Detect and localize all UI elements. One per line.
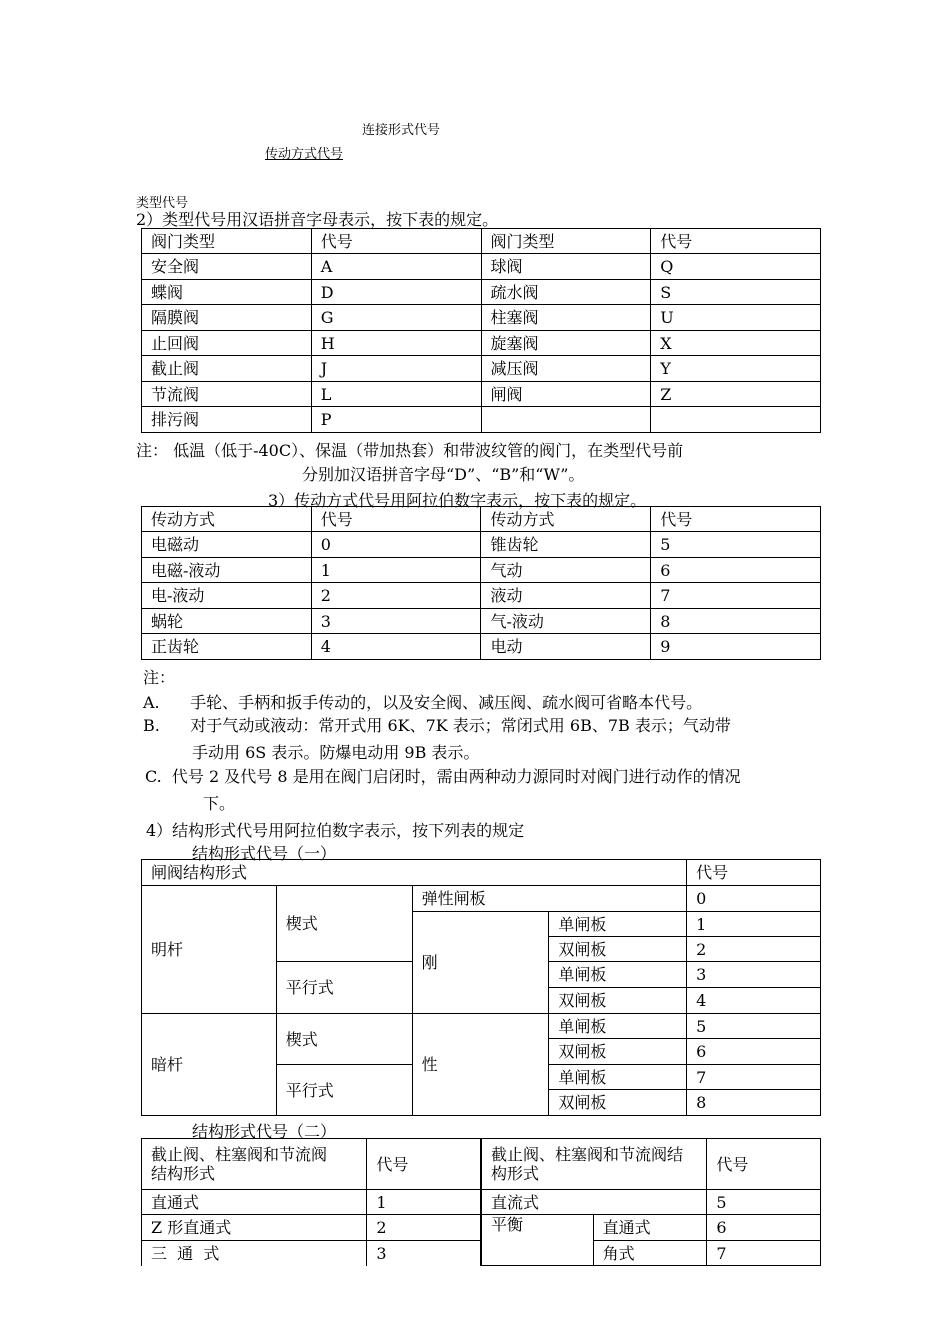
cell: 6 xyxy=(651,558,821,583)
cell: 2 xyxy=(367,1215,481,1241)
cell: 8 xyxy=(687,1090,821,1116)
table-row xyxy=(142,254,821,280)
section3-note-c2: 下。 xyxy=(203,794,236,813)
cell: 安全阀 xyxy=(142,254,312,280)
transmission-table xyxy=(141,506,821,660)
table-header-row xyxy=(482,1139,821,1190)
table-row xyxy=(142,382,821,407)
cell: 7 xyxy=(687,1065,821,1090)
header-cell xyxy=(482,1139,707,1190)
cell: H xyxy=(311,331,481,356)
cell: 3 xyxy=(367,1241,481,1266)
balance-cell: 平衡 xyxy=(482,1215,594,1266)
cell: 2 xyxy=(687,937,821,962)
cell: J xyxy=(311,356,481,382)
cell: 蝶阀 xyxy=(142,280,312,305)
table-row xyxy=(142,1190,481,1215)
cell: P xyxy=(311,407,481,433)
table-row xyxy=(142,1014,821,1039)
cell: 节流阀 xyxy=(142,382,312,407)
cell: A xyxy=(311,254,481,280)
table-row xyxy=(142,1241,481,1266)
table-row xyxy=(142,532,821,558)
table-row xyxy=(142,331,821,356)
cell: 1 xyxy=(687,912,821,937)
cell: 直流式 xyxy=(482,1190,707,1215)
cell: 1 xyxy=(311,558,481,583)
cell: 0 xyxy=(311,532,481,558)
table-row xyxy=(142,305,821,331)
cell: Z xyxy=(651,382,821,407)
elastic-cell: 弹性闸板 xyxy=(412,886,687,912)
table-row xyxy=(142,886,821,912)
cell: 蜗轮 xyxy=(142,609,312,634)
header-line: 截止阀、柱塞阀和节流阀结 xyxy=(491,1145,684,1164)
cell: 3 xyxy=(687,962,821,988)
section4-heading: 4）结构形式代号用阿拉伯数字表示，按下列表的规定 xyxy=(146,821,525,840)
cell: 电-液动 xyxy=(142,583,312,609)
cell: 双闸板 xyxy=(549,937,687,962)
cell: 5 xyxy=(707,1190,821,1215)
wedge-cell: 楔式 xyxy=(276,886,412,962)
cell: 8 xyxy=(651,609,821,634)
table-row xyxy=(142,609,821,634)
section2-note-line2: 分别加汉语拼音字母“D”、“B”和“W”。 xyxy=(302,465,585,484)
cell: 1 xyxy=(367,1190,481,1215)
section3-note-b1: B. 对于气动或液动：常开式用 6K、7K 表示；常闭式用 6B、7B 表示；气动带 xyxy=(143,716,731,735)
header-cell: 传动方式 xyxy=(481,507,651,532)
cell: 锥齿轮 xyxy=(481,532,651,558)
table-row xyxy=(142,634,821,660)
header-line: 构形式 xyxy=(491,1164,540,1183)
table-header-row xyxy=(142,507,821,532)
cell: Y xyxy=(651,356,821,382)
table-row xyxy=(482,1190,821,1215)
cell xyxy=(481,407,651,433)
cell: 9 xyxy=(651,634,821,660)
cell: 减压阀 xyxy=(481,356,651,382)
cell: 排污阀 xyxy=(142,407,312,433)
globe-valve-structure-table-right xyxy=(481,1138,821,1266)
rigid-cell-2: 性 xyxy=(412,1014,549,1116)
table-header-row xyxy=(142,1139,481,1190)
cell: 气-液动 xyxy=(481,609,651,634)
section3-heading: 3）传动方式代号用阿拉伯数字表示，按下表的规定。 xyxy=(268,491,647,510)
rigid-cell-1: 刚 xyxy=(412,912,549,1014)
cell: S xyxy=(651,280,821,305)
cell: 0 xyxy=(687,886,821,912)
header-cell: 代号 xyxy=(311,507,481,532)
header-cell: 代号 xyxy=(651,507,821,532)
cell: 7 xyxy=(707,1241,821,1266)
cell: 直通式 xyxy=(593,1215,707,1241)
table2-title: 结构形式代号（二） xyxy=(192,1122,337,1141)
cell: 双闸板 xyxy=(549,1090,687,1116)
gate-valve-structure-table xyxy=(141,859,821,1116)
cell: 5 xyxy=(687,1014,821,1039)
valve-type-table xyxy=(141,228,821,433)
type-code-label: 类型代号 xyxy=(136,196,189,211)
wedge-cell: 楔式 xyxy=(276,1014,412,1065)
angan-cell: 暗杆 xyxy=(142,1014,277,1116)
cell: 闸阀 xyxy=(481,382,651,407)
section2-heading: 2）类型代号用汉语拼音字母表示，按下表的规定。 xyxy=(136,210,499,229)
cell: 3 xyxy=(311,609,481,634)
parallel-cell: 平行式 xyxy=(276,1065,412,1116)
header-cell: 闸阀结构形式 xyxy=(142,860,687,886)
table-row xyxy=(142,407,821,433)
cell: 6 xyxy=(707,1215,821,1241)
cell: 2 xyxy=(311,583,481,609)
cell: G xyxy=(311,305,481,331)
cell: 7 xyxy=(651,583,821,609)
table-row xyxy=(482,1215,821,1241)
header-cell: 代号 xyxy=(687,860,821,886)
cell: 柱塞阀 xyxy=(481,305,651,331)
cell: 隔膜阀 xyxy=(142,305,312,331)
cell: 气动 xyxy=(481,558,651,583)
header-cell: 代号 xyxy=(311,229,481,254)
cell: 4 xyxy=(311,634,481,660)
header-line: 截止阀、柱塞阀和节流阀 xyxy=(151,1145,328,1164)
cell: Q xyxy=(651,254,821,280)
cell: 双闸板 xyxy=(549,1039,687,1065)
cell: 直通式 xyxy=(142,1190,367,1215)
cell: 球阀 xyxy=(481,254,651,280)
cell: D xyxy=(311,280,481,305)
header-cell xyxy=(142,1139,367,1190)
cell: 电磁动 xyxy=(142,532,312,558)
header-cell: 阀门类型 xyxy=(142,229,312,254)
table-header-row xyxy=(142,229,821,254)
cell: 止回阀 xyxy=(142,331,312,356)
cell: 5 xyxy=(651,532,821,558)
header-cell: 传动方式 xyxy=(142,507,312,532)
cell: 三 通 式 xyxy=(142,1241,367,1266)
cell: L xyxy=(311,382,481,407)
cell: 单闸板 xyxy=(549,1065,687,1090)
section3-note-a: A. 手轮、手柄和扳手传动的，以及安全阀、减压阀、疏水阀可省略本代号。 xyxy=(143,693,703,712)
cell: 截止阀 xyxy=(142,356,312,382)
cell: 电磁-液动 xyxy=(142,558,312,583)
cell: 单闸板 xyxy=(549,1014,687,1039)
cell: 单闸板 xyxy=(549,912,687,937)
transmission-code-label: 传动方式代号 xyxy=(265,147,344,162)
header-cell: 阀门类型 xyxy=(481,229,651,254)
cell: 单闸板 xyxy=(549,962,687,988)
cell: 正齿轮 xyxy=(142,634,312,660)
table-row xyxy=(142,583,821,609)
cell: 旋塞阀 xyxy=(481,331,651,356)
section3-note-c1: C. 代号 2 及代号 8 是用在阀门启闭时，需由两种动力源同时对阀门进行动作的情况 xyxy=(145,767,741,786)
cell: X xyxy=(651,331,821,356)
cell: 4 xyxy=(687,988,821,1014)
section3-note-b2: 手动用 6S 表示。防爆电动用 9B 表示。 xyxy=(192,743,480,762)
table-row xyxy=(142,1215,481,1241)
table1-title: 结构形式代号（一） xyxy=(192,844,337,863)
cell: U xyxy=(651,305,821,331)
header-cell: 代号 xyxy=(367,1139,481,1190)
section2-note-line1: 注： 低温（低于-40C）、保温（带加热套）和带波纹管的阀门，在类型代号前 xyxy=(136,441,684,460)
cell: Z 形直通式 xyxy=(142,1215,367,1241)
cell: 6 xyxy=(687,1039,821,1065)
header-cell: 代号 xyxy=(707,1139,821,1190)
connection-code-label: 连接形式代号 xyxy=(362,123,441,138)
header-line: 结构形式 xyxy=(151,1164,216,1183)
table-row xyxy=(142,280,821,305)
cell xyxy=(651,407,821,433)
cell: 双闸板 xyxy=(549,988,687,1014)
cell: 疏水阀 xyxy=(481,280,651,305)
globe-valve-structure-table-left xyxy=(141,1138,481,1266)
table-row xyxy=(142,558,821,583)
cell: 液动 xyxy=(481,583,651,609)
cell: 电动 xyxy=(481,634,651,660)
cell: 角式 xyxy=(593,1241,707,1266)
parallel-cell: 平行式 xyxy=(276,962,412,1014)
mingan-cell: 明杆 xyxy=(142,886,277,1014)
table-row xyxy=(142,356,821,382)
table-header-row xyxy=(142,860,821,886)
section3-note-label: 注： xyxy=(143,668,176,687)
header-cell: 代号 xyxy=(651,229,821,254)
